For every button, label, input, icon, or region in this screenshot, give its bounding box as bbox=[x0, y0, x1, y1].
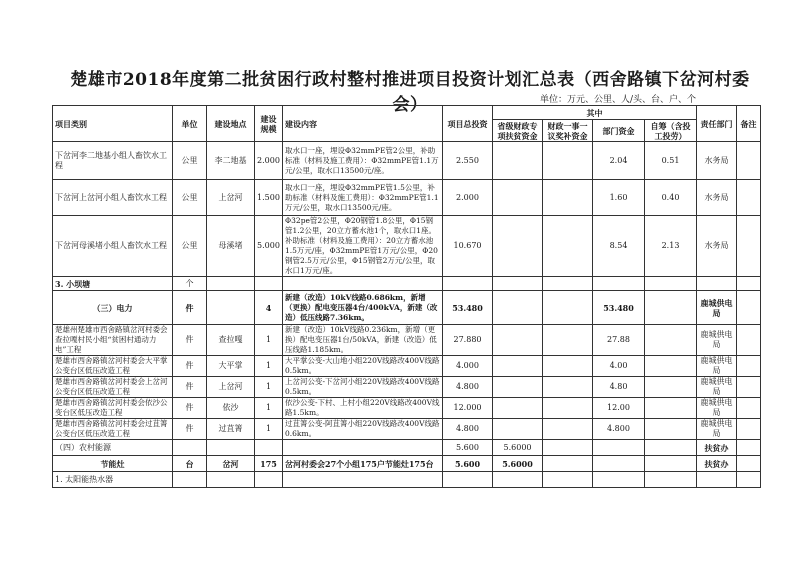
cell-note bbox=[737, 325, 761, 356]
cell-total: 5.600 bbox=[443, 440, 493, 456]
cell-self bbox=[645, 291, 697, 325]
cell-total bbox=[443, 472, 493, 488]
table-row bbox=[53, 180, 761, 216]
cell-unit: 件 bbox=[173, 377, 207, 398]
header-owner: 责任部门 bbox=[697, 106, 737, 142]
document-title: 楚雄市2018年度第二批贫困行政村整村推进项目投资计划汇总表（西舍路镇下岔河村委会） bbox=[70, 70, 750, 115]
cell-total: 2.000 bbox=[443, 180, 493, 216]
table-row bbox=[53, 440, 761, 456]
cell-total: 5.600 bbox=[443, 456, 493, 472]
cell-owner: 扶贫办 bbox=[697, 440, 737, 456]
cell-total: 27.880 bbox=[443, 325, 493, 356]
header-group-of-which: 其中 bbox=[493, 106, 697, 120]
cell-location: 岔河 bbox=[207, 456, 255, 472]
cell-category: 楚雄市西舍路镇岔河村委会过苴箐公变台区低压改造工程 bbox=[53, 419, 173, 440]
cell-content: 过苴箐公变-阿苴箐小组220V线路改400V线路0.6km。 bbox=[283, 419, 443, 440]
cell-content: 取水口一座，埋设Φ32mmPE管2公里，补助标准（材料及施工费用）：Φ32mmPE管1.1万元/公里，取水口13500元/座。 bbox=[283, 142, 443, 180]
cell-owner: 鹿城供电局 bbox=[697, 291, 737, 325]
cell-location: 依沙 bbox=[207, 398, 255, 419]
cell-dept: 53.480 bbox=[593, 291, 645, 325]
table-row bbox=[53, 356, 761, 377]
cell-scale: 175 bbox=[255, 456, 283, 472]
cell-prov bbox=[493, 472, 543, 488]
cell-self bbox=[645, 277, 697, 291]
cell-total: 12.000 bbox=[443, 398, 493, 419]
cell-self: 0.51 bbox=[645, 142, 697, 180]
cell-category: 下岔河上岔河小组人畜饮水工程 bbox=[53, 180, 173, 216]
cell-match bbox=[543, 142, 593, 180]
cell-dept bbox=[593, 440, 645, 456]
cell-unit: 个 bbox=[173, 277, 207, 291]
cell-category: 楚雄州楚雄市西舍路镇岔河村委会查拉嘎村民小组“贫困村通动力电”工程 bbox=[53, 325, 173, 356]
cell-prov: 5.6000 bbox=[493, 440, 543, 456]
cell-note bbox=[737, 472, 761, 488]
cell-unit bbox=[173, 440, 207, 456]
cell-note bbox=[737, 291, 761, 325]
cell-self bbox=[645, 325, 697, 356]
cell-scale: 1 bbox=[255, 325, 283, 356]
cell-prov bbox=[493, 180, 543, 216]
cell-category: 节能灶 bbox=[53, 456, 173, 472]
header-prov-fund: 省级财政专项扶贫资金 bbox=[493, 120, 543, 142]
table-row bbox=[53, 325, 761, 356]
cell-note bbox=[737, 419, 761, 440]
table-row bbox=[53, 456, 761, 472]
cell-category: 1. 太阳能热水器 bbox=[53, 472, 173, 488]
cell-prov bbox=[493, 356, 543, 377]
cell-prov bbox=[493, 277, 543, 291]
cell-total: 4.800 bbox=[443, 377, 493, 398]
cell-owner: 鹿城供电局 bbox=[697, 377, 737, 398]
cell-total: 53.480 bbox=[443, 291, 493, 325]
cell-location: 查拉嘎 bbox=[207, 325, 255, 356]
cell-scale: 1 bbox=[255, 356, 283, 377]
header-match-fund: 财政一事一议奖补资金 bbox=[543, 120, 593, 142]
header-location: 建设地点 bbox=[207, 106, 255, 142]
cell-dept: 4.00 bbox=[593, 356, 645, 377]
cell-location bbox=[207, 440, 255, 456]
cell-content: 上岔河公变-下岔河小组220V线路改400V线路0.5km。 bbox=[283, 377, 443, 398]
cell-scale: 1 bbox=[255, 398, 283, 419]
cell-scale: 4 bbox=[255, 291, 283, 325]
cell-content: 岔河村委会27个小组175户节能灶175台 bbox=[283, 456, 443, 472]
table-row bbox=[53, 377, 761, 398]
cell-location: 李二地基 bbox=[207, 142, 255, 180]
cell-self bbox=[645, 398, 697, 419]
cell-content: Φ32pe管2公里，Φ20钢管1.8公里，Φ15钢管1.2公里，20立方蓄水池1个，取水口1座。补助标准（材料及施工费用）：20立方蓄水池1.5万元/座，Φ32mmPE管1万元/公里，Φ20钢管2.5万元/公里，Φ15钢管2万元/公里，取水口1万元/座。 bbox=[283, 216, 443, 277]
cell-match bbox=[543, 440, 593, 456]
cell-self bbox=[645, 419, 697, 440]
cell-note bbox=[737, 456, 761, 472]
cell-category: 楚雄市西舍路镇岔河村委会上岔河公变台区低压改造工程 bbox=[53, 377, 173, 398]
cell-match bbox=[543, 419, 593, 440]
cell-unit: 公里 bbox=[173, 216, 207, 277]
cell-prov bbox=[493, 142, 543, 180]
cell-self bbox=[645, 377, 697, 398]
cell-self bbox=[645, 356, 697, 377]
cell-dept: 8.54 bbox=[593, 216, 645, 277]
cell-match bbox=[543, 216, 593, 277]
cell-content bbox=[283, 472, 443, 488]
cell-self bbox=[645, 472, 697, 488]
cell-prov bbox=[493, 291, 543, 325]
cell-match bbox=[543, 325, 593, 356]
cell-total: 4.000 bbox=[443, 356, 493, 377]
header-dept-fund: 部门资金 bbox=[593, 120, 645, 142]
cell-content: 新建（改造）10kV线路0.686km，新增（更换）配电变压器4台/400kVA，新建（改造）低压线路7.36km。 bbox=[283, 291, 443, 325]
table-row bbox=[53, 419, 761, 440]
cell-category: 楚雄市西舍路镇岔河村委会大平掌公变台区低压改造工程 bbox=[53, 356, 173, 377]
cell-owner: 水务局 bbox=[697, 216, 737, 277]
cell-match bbox=[543, 377, 593, 398]
cell-category: 下岔河李二地基小组人畜饮水工程 bbox=[53, 142, 173, 180]
cell-content: 大平掌公变-大山地小组220V线路改400V线路0.5km。 bbox=[283, 356, 443, 377]
cell-match bbox=[543, 277, 593, 291]
cell-unit: 件 bbox=[173, 291, 207, 325]
cell-scale: 5.000 bbox=[255, 216, 283, 277]
cell-owner: 鹿城供电局 bbox=[697, 325, 737, 356]
cell-owner bbox=[697, 472, 737, 488]
cell-match bbox=[543, 291, 593, 325]
cell-unit: 公里 bbox=[173, 180, 207, 216]
cell-content: 取水口一座，埋设Φ32mmPE管1.5公里，补助标准（材料及施工费用）：Φ32mmPE管1.1万元/公里，取水口13500元/座。 bbox=[283, 180, 443, 216]
cell-content bbox=[283, 277, 443, 291]
cell-scale bbox=[255, 440, 283, 456]
table-row bbox=[53, 216, 761, 277]
cell-dept: 2.04 bbox=[593, 142, 645, 180]
cell-owner bbox=[697, 277, 737, 291]
cell-match bbox=[543, 398, 593, 419]
cell-total: 10.670 bbox=[443, 216, 493, 277]
table-body bbox=[53, 142, 761, 488]
table-row bbox=[53, 291, 761, 325]
cell-unit: 公里 bbox=[173, 142, 207, 180]
cell-location bbox=[207, 291, 255, 325]
cell-note bbox=[737, 398, 761, 419]
cell-dept: 4.80 bbox=[593, 377, 645, 398]
cell-location: 大平掌 bbox=[207, 356, 255, 377]
header-total: 项目总投资 bbox=[443, 106, 493, 142]
cell-note bbox=[737, 180, 761, 216]
cell-owner: 水务局 bbox=[697, 180, 737, 216]
cell-owner: 扶贫办 bbox=[697, 456, 737, 472]
cell-note bbox=[737, 440, 761, 456]
cell-unit: 件 bbox=[173, 356, 207, 377]
cell-prov bbox=[493, 325, 543, 356]
cell-location: 上岔河 bbox=[207, 377, 255, 398]
cell-scale: 1 bbox=[255, 377, 283, 398]
cell-dept: 27.88 bbox=[593, 325, 645, 356]
cell-scale: 1 bbox=[255, 419, 283, 440]
cell-match bbox=[543, 472, 593, 488]
cell-dept bbox=[593, 472, 645, 488]
cell-match bbox=[543, 456, 593, 472]
cell-category: 楚雄市西舍路镇岔河村委会依沙公变台区低压改造工程 bbox=[53, 398, 173, 419]
cell-owner: 水务局 bbox=[697, 142, 737, 180]
cell-prov bbox=[493, 419, 543, 440]
cell-location bbox=[207, 277, 255, 291]
cell-category: （三）电力 bbox=[53, 291, 173, 325]
cell-prov: 5.6000 bbox=[493, 456, 543, 472]
cell-content: 新建（改造）10kV线路0.236km，新增（更换）配电变压器1台/50kVA，新建（改造）低压线路1.185km。 bbox=[283, 325, 443, 356]
header-category: 项目类别 bbox=[53, 106, 173, 142]
table-row bbox=[53, 142, 761, 180]
cell-dept: 4.800 bbox=[593, 419, 645, 440]
cell-prov bbox=[493, 377, 543, 398]
cell-dept: 12.00 bbox=[593, 398, 645, 419]
cell-match bbox=[543, 180, 593, 216]
cell-note bbox=[737, 356, 761, 377]
cell-content: 依沙公变-下村、上村小组220V线路改400V线路1.5km。 bbox=[283, 398, 443, 419]
cell-location: 母溪堵 bbox=[207, 216, 255, 277]
table-row bbox=[53, 472, 761, 488]
cell-dept bbox=[593, 277, 645, 291]
cell-unit: 台 bbox=[173, 456, 207, 472]
header-scale: 建设规模 bbox=[255, 106, 283, 142]
cell-location bbox=[207, 472, 255, 488]
cell-location: 过苴箐 bbox=[207, 419, 255, 440]
cell-category: （四）农村能源 bbox=[53, 440, 173, 456]
cell-unit: 件 bbox=[173, 419, 207, 440]
table-header bbox=[53, 106, 761, 142]
cell-match bbox=[543, 356, 593, 377]
cell-scale bbox=[255, 277, 283, 291]
cell-scale bbox=[255, 472, 283, 488]
cell-dept bbox=[593, 456, 645, 472]
table-row bbox=[53, 398, 761, 419]
table-row bbox=[53, 277, 761, 291]
units-note: 单位：万元、公里、人/头、台、户、个 bbox=[540, 95, 697, 105]
header-content: 建设内容 bbox=[283, 106, 443, 142]
header-self-fund: 自筹（含投工投劳） bbox=[645, 120, 697, 142]
cell-note bbox=[737, 277, 761, 291]
cell-unit: 件 bbox=[173, 398, 207, 419]
cell-self: 2.13 bbox=[645, 216, 697, 277]
cell-owner: 鹿城供电局 bbox=[697, 419, 737, 440]
cell-self bbox=[645, 440, 697, 456]
cell-total bbox=[443, 277, 493, 291]
cell-note bbox=[737, 142, 761, 180]
cell-self bbox=[645, 456, 697, 472]
header-note: 备注 bbox=[737, 106, 761, 142]
cell-note bbox=[737, 216, 761, 277]
cell-scale: 2.000 bbox=[255, 142, 283, 180]
cell-dept: 1.60 bbox=[593, 180, 645, 216]
header-unit: 单位 bbox=[173, 106, 207, 142]
cell-owner: 鹿城供电局 bbox=[697, 356, 737, 377]
cell-location: 上岔河 bbox=[207, 180, 255, 216]
cell-category: 3. 小坝塘 bbox=[53, 277, 173, 291]
cell-content bbox=[283, 440, 443, 456]
investment-table bbox=[52, 105, 761, 488]
cell-scale: 1.500 bbox=[255, 180, 283, 216]
cell-unit bbox=[173, 472, 207, 488]
cell-prov bbox=[493, 216, 543, 277]
cell-self: 0.40 bbox=[645, 180, 697, 216]
cell-total: 2.550 bbox=[443, 142, 493, 180]
cell-prov bbox=[493, 398, 543, 419]
cell-total: 4.800 bbox=[443, 419, 493, 440]
cell-owner: 鹿城供电局 bbox=[697, 398, 737, 419]
cell-category: 下岔河母溪堵小组人畜饮水工程 bbox=[53, 216, 173, 277]
cell-note bbox=[737, 377, 761, 398]
cell-unit: 件 bbox=[173, 325, 207, 356]
